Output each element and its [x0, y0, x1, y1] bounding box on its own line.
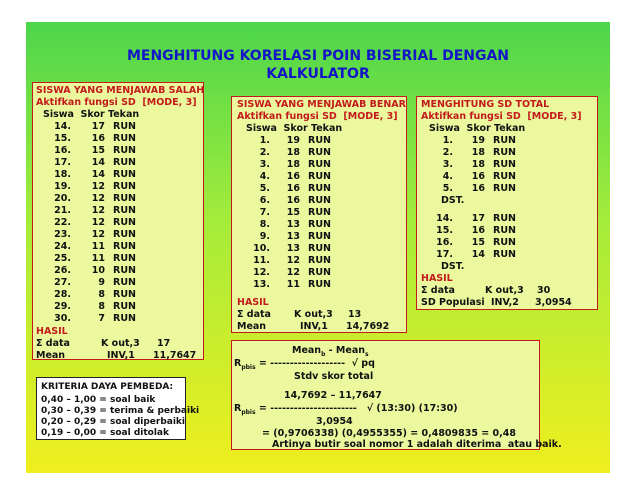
box-total-sd-label: SD Populasi: [421, 297, 485, 308]
benar-row-score: 19: [286, 135, 300, 146]
title-line-1: MENGHITUNG KORELASI POIN BISERIAL DENGAN: [126, 48, 510, 64]
criteria-heading: KRITERIA DAYA PEMBEDA:: [41, 382, 174, 392]
benar-row-score: 13: [286, 243, 300, 254]
box-benar-mean-key: INV,1: [300, 321, 328, 332]
benar-row-no: 4.: [259, 171, 270, 182]
total-a-row-no: 2.: [442, 147, 453, 158]
total-b-row-no: 15.: [436, 225, 453, 236]
formula-denominator: Stdv skor total: [294, 371, 374, 382]
benar-row-run: RUN: [308, 159, 331, 170]
salah-row-no: 26.: [54, 265, 71, 276]
benar-row-no: 7.: [259, 207, 270, 218]
benar-row-no: 6.: [259, 195, 270, 206]
salah-row-no: 25.: [54, 253, 71, 264]
box-benar-sigma-value: 13: [348, 309, 362, 320]
salah-row-run: RUN: [113, 241, 136, 252]
salah-row-run: RUN: [113, 121, 136, 132]
criteria-item: 0,19 – 0,00 = soal ditolak: [41, 428, 169, 438]
benar-row-run: RUN: [308, 255, 331, 266]
box-benar-mean-value: 14,7692: [346, 321, 390, 332]
page-title: [26, 47, 610, 83]
total-a-row-score: 19: [471, 135, 485, 146]
box-salah-sigma-key: K out,3: [101, 338, 140, 349]
salah-row-run: RUN: [113, 193, 136, 204]
salah-row-run: RUN: [113, 277, 136, 288]
formula-r2: R: [234, 403, 242, 414]
benar-row-no: 13.: [253, 279, 270, 290]
formula-num-mean-s: - Mean: [325, 345, 366, 356]
box-salah-sigma-value: 17: [157, 338, 171, 349]
benar-row-no: 12.: [253, 267, 270, 278]
salah-row-run: RUN: [113, 181, 136, 192]
salah-row-score: 14: [91, 169, 105, 180]
formula-num2: 14,7692 – 11,7647: [284, 390, 382, 401]
total-b-row-no: 16.: [436, 237, 453, 248]
salah-row-no: 28.: [54, 289, 71, 300]
salah-row-no: 24.: [54, 241, 71, 252]
total-b-row-no: 14.: [436, 213, 453, 224]
salah-row-no: 20.: [54, 193, 71, 204]
salah-row-no: 14.: [54, 121, 71, 132]
salah-row-score: 12: [91, 181, 105, 192]
salah-row-score: 14: [91, 157, 105, 168]
box-total-dst-1: DST.: [441, 195, 465, 206]
box-salah-heading: SISWA YANG MENJAWAB SALAH: [36, 85, 205, 96]
formula-r2-sub: pbis: [241, 408, 256, 416]
box-salah-mean-key: INV,1: [107, 350, 135, 361]
box-salah-hasil: HASIL: [36, 326, 68, 337]
box-benar-mode: Aktifkan fungsi SD [MODE, 3]: [237, 111, 398, 122]
box-total: [416, 96, 598, 310]
formula-eq-line: = ------------------- √ pq: [255, 358, 375, 369]
total-a-row-run: RUN: [493, 147, 516, 158]
salah-row-score: 11: [91, 253, 105, 264]
total-b-row-score: 17: [471, 213, 485, 224]
total-a-row-score: 16: [471, 171, 485, 182]
salah-row-run: RUN: [113, 265, 136, 276]
total-b-row-no: 17.: [436, 249, 453, 260]
benar-row-no: 11.: [253, 255, 270, 266]
salah-row-score: 12: [91, 205, 105, 216]
formula-num-mean-b: Mean: [292, 345, 322, 356]
slide: [26, 22, 610, 473]
benar-row-score: 13: [286, 231, 300, 242]
salah-row-run: RUN: [113, 289, 136, 300]
total-a-row-no: 5.: [442, 183, 453, 194]
title-line-2: KALKULATOR: [266, 66, 370, 82]
salah-row-no: 15.: [54, 133, 71, 144]
salah-row-no: 17.: [54, 157, 71, 168]
total-a-row-score: 18: [471, 147, 485, 158]
benar-row-run: RUN: [308, 207, 331, 218]
salah-row-run: RUN: [113, 169, 136, 180]
box-total-dst-2: DST.: [441, 261, 465, 272]
box-salah-mean-value: 11,7647: [153, 350, 197, 361]
salah-row-score: 17: [91, 121, 105, 132]
formula-result: = (0,9706338) (0,4955355) = 0,4809835 = 0,48: [262, 428, 516, 439]
salah-row-run: RUN: [113, 253, 136, 264]
salah-row-run: RUN: [113, 157, 136, 168]
formula-eq-line-2: = ---------------------- √ (13:30) (17:30): [255, 403, 458, 414]
salah-row-score: 15: [91, 145, 105, 156]
box-salah: [32, 82, 204, 360]
total-b-row-run: RUN: [493, 237, 516, 248]
benar-row-score: 12: [286, 255, 300, 266]
total-a-row-run: RUN: [493, 135, 516, 146]
salah-row-score: 11: [91, 241, 105, 252]
salah-row-score: 7: [98, 313, 105, 324]
box-total-sigma-key: K out,3: [485, 285, 524, 296]
benar-row-run: RUN: [308, 147, 331, 158]
criteria-item: 0,30 – 0,39 = terima & perbaiki: [41, 406, 200, 416]
benar-row-run: RUN: [308, 267, 331, 278]
benar-row-run: RUN: [308, 183, 331, 194]
benar-row-no: 1.: [259, 135, 270, 146]
total-a-row-score: 16: [471, 183, 485, 194]
total-b-row-score: 16: [471, 225, 485, 236]
salah-row-run: RUN: [113, 229, 136, 240]
salah-row-score: 10: [91, 265, 105, 276]
formula-r-sub: pbis: [241, 363, 256, 371]
salah-row-no: 23.: [54, 229, 71, 240]
benar-row-score: 13: [286, 219, 300, 230]
total-a-row-run: RUN: [493, 159, 516, 170]
salah-row-run: RUN: [113, 145, 136, 156]
box-salah-mean-label: Mean: [36, 350, 66, 361]
box-salah-header: Siswa Skor Tekan: [43, 109, 140, 120]
box-total-mode: Aktifkan fungsi SD [MODE, 3]: [421, 111, 582, 122]
salah-row-no: 22.: [54, 217, 71, 228]
salah-row-no: 27.: [54, 277, 71, 288]
benar-row-no: 8.: [259, 219, 270, 230]
salah-row-no: 19.: [54, 181, 71, 192]
salah-row-no: 30.: [54, 313, 71, 324]
box-total-hasil: HASIL: [421, 273, 453, 284]
benar-row-score: 16: [286, 195, 300, 206]
salah-row-score: 16: [91, 133, 105, 144]
benar-row-score: 18: [286, 159, 300, 170]
box-total-header: Siswa Skor Tekan: [429, 123, 526, 134]
formula-r: R: [234, 358, 242, 369]
salah-row-score: 12: [91, 193, 105, 204]
box-salah-sigma-label: Σ data: [36, 338, 70, 349]
benar-row-run: RUN: [308, 243, 331, 254]
benar-row-run: RUN: [308, 195, 331, 206]
box-total-sd-key: INV,2: [491, 297, 519, 308]
total-b-row-run: RUN: [493, 249, 516, 260]
total-a-row-no: 1.: [442, 135, 453, 146]
formula-den2: 3,0954: [316, 416, 353, 427]
salah-row-score: 8: [98, 301, 105, 312]
salah-row-run: RUN: [113, 217, 136, 228]
benar-row-no: 3.: [259, 159, 270, 170]
salah-row-no: 29.: [54, 301, 71, 312]
salah-row-no: 16.: [54, 145, 71, 156]
criteria-item: 0,40 – 1,00 = soal baik: [41, 395, 156, 405]
formula-num-sub-b: b: [321, 350, 326, 358]
benar-row-run: RUN: [308, 279, 331, 290]
benar-row-run: RUN: [308, 171, 331, 182]
salah-row-score: 8: [98, 289, 105, 300]
total-a-row-run: RUN: [493, 171, 516, 182]
benar-row-score: 12: [286, 267, 300, 278]
box-benar-sigma-label: Σ data: [237, 309, 271, 320]
salah-row-run: RUN: [113, 301, 136, 312]
benar-row-score: 11: [286, 279, 300, 290]
criteria-box: [36, 377, 200, 440]
benar-row-score: 18: [286, 147, 300, 158]
box-benar-sigma-key: K out,3: [294, 309, 333, 320]
box-benar-hasil: HASIL: [237, 297, 269, 308]
box-salah-mode: Aktifkan fungsi SD [MODE, 3]: [36, 97, 197, 108]
benar-row-score: 16: [286, 171, 300, 182]
box-total-sigma-label: Σ data: [421, 285, 455, 296]
salah-row-score: 12: [91, 217, 105, 228]
box-benar-heading: SISWA YANG MENJAWAB BENAR: [237, 99, 406, 110]
box-total-sigma-value: 30: [537, 285, 551, 296]
formula-conclusion: Artinya butir soal nomor 1 adalah diterima atau baik.: [272, 439, 562, 450]
benar-row-no: 9.: [259, 231, 270, 242]
box-benar-mean-label: Mean: [237, 321, 267, 332]
total-b-row-score: 14: [471, 249, 485, 260]
benar-row-no: 2.: [259, 147, 270, 158]
formula-box: [231, 340, 562, 450]
salah-row-run: RUN: [113, 133, 136, 144]
benar-row-score: 16: [286, 183, 300, 194]
total-a-row-score: 18: [471, 159, 485, 170]
total-b-row-score: 15: [471, 237, 485, 248]
criteria-item: 0,20 – 0,29 = soal diperbaiki: [41, 417, 185, 427]
total-b-row-run: RUN: [493, 213, 516, 224]
salah-row-score: 9: [98, 277, 105, 288]
total-a-row-no: 3.: [442, 159, 453, 170]
total-a-row-no: 4.: [442, 171, 453, 182]
box-total-heading: MENGHITUNG SD TOTAL: [421, 99, 550, 110]
box-benar: [231, 96, 407, 333]
salah-row-run: RUN: [113, 313, 136, 324]
total-a-row-run: RUN: [493, 183, 516, 194]
benar-row-run: RUN: [308, 231, 331, 242]
box-total-sd-value: 3,0954: [535, 297, 572, 308]
formula-num-sub-s: s: [365, 350, 369, 358]
salah-row-no: 18.: [54, 169, 71, 180]
salah-row-run: RUN: [113, 205, 136, 216]
benar-row-run: RUN: [308, 219, 331, 230]
benar-row-no: 10.: [253, 243, 270, 254]
box-benar-header: Siswa Skor Tekan: [246, 123, 343, 134]
benar-row-run: RUN: [308, 135, 331, 146]
salah-row-score: 12: [91, 229, 105, 240]
benar-row-no: 5.: [259, 183, 270, 194]
salah-row-no: 21.: [54, 205, 71, 216]
benar-row-score: 15: [286, 207, 300, 218]
total-b-row-run: RUN: [493, 225, 516, 236]
